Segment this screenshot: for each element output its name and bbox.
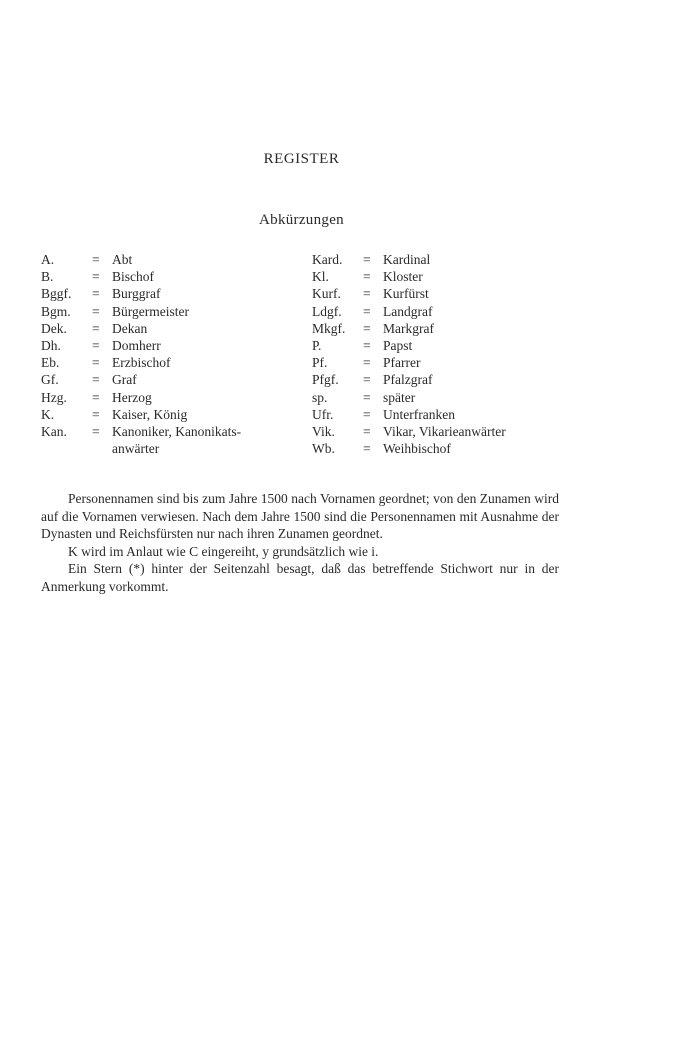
abbreviation-row xyxy=(312,406,506,423)
equals-sign: = xyxy=(92,269,100,285)
abbreviation-row xyxy=(41,371,241,388)
abbreviation-meaning: Unterfranken xyxy=(383,406,455,422)
abbreviation-row xyxy=(312,285,506,302)
page-title: REGISTER xyxy=(263,151,340,167)
abbreviation-meaning: Weihbischof xyxy=(383,441,451,457)
abbreviation-row xyxy=(312,303,506,320)
equals-sign: = xyxy=(92,286,100,302)
abbreviation-key: Ldgf. xyxy=(312,303,342,319)
abbreviation-meaning: Graf xyxy=(112,372,137,388)
equals-sign: = xyxy=(363,303,371,319)
abbreviation-row xyxy=(41,285,241,302)
abbreviation-meaning: Herzog xyxy=(112,389,152,405)
equals-sign: = xyxy=(363,389,371,405)
abbreviation-key: Gf. xyxy=(41,372,59,388)
abbreviation-key: Pf. xyxy=(312,355,328,371)
abbreviation-row xyxy=(41,406,241,423)
abbreviation-key: Kl. xyxy=(312,269,329,285)
equals-sign: = xyxy=(363,338,371,354)
equals-sign: = xyxy=(363,355,371,371)
abbreviation-meaning: Abt xyxy=(112,252,133,267)
abbreviation-key: Kan. xyxy=(41,424,67,440)
abbreviation-meaning: Landgraf xyxy=(383,303,433,319)
equals-sign: = xyxy=(363,320,371,336)
equals-sign: = xyxy=(92,406,100,422)
abbreviation-row xyxy=(312,371,506,388)
abbreviation-row xyxy=(41,303,241,320)
abbreviation-meaning: Bürgermeister xyxy=(112,303,189,319)
abbreviation-key: A. xyxy=(41,252,55,267)
register-notes xyxy=(41,490,559,596)
equals-sign: = xyxy=(363,424,371,440)
abbreviation-meaning: Domherr xyxy=(112,338,161,354)
abbreviation-meaning: Dekan xyxy=(112,320,148,336)
abbreviation-row xyxy=(41,320,241,337)
abbreviation-list-right xyxy=(312,251,506,457)
note-paragraph: K wird im Anlaut wie C eingereiht, y grundsätzlich wie i. xyxy=(68,543,379,559)
equals-sign: = xyxy=(92,355,100,371)
abbreviation-list-left xyxy=(41,251,241,457)
abbreviation-row xyxy=(41,423,241,440)
abbreviation-meaning: Burggraf xyxy=(112,286,161,302)
equals-sign: = xyxy=(363,286,371,302)
equals-sign: = xyxy=(92,303,100,319)
note-paragraph: Ein Stern (*) hinter der Seitenzahl besagt, daß das betreffende Stichwort nur in der Anmerkung vorkommt. xyxy=(41,561,559,594)
abbreviation-meaning: Pfarrer xyxy=(383,355,421,371)
abbreviation-key: P. xyxy=(312,338,322,354)
equals-sign: = xyxy=(92,389,100,405)
abbreviation-meaning: später xyxy=(383,389,416,405)
abbreviation-key: Wb. xyxy=(312,441,335,457)
abbreviation-meaning: Kardinal xyxy=(383,252,431,267)
abbreviation-row xyxy=(41,389,241,406)
equals-sign: = xyxy=(92,320,100,336)
abbreviation-key: Dek. xyxy=(41,320,67,336)
abbreviation-meaning: Erzbischof xyxy=(112,355,171,371)
equals-sign: = xyxy=(92,252,100,267)
abbreviation-row xyxy=(312,354,506,371)
equals-sign: = xyxy=(92,372,100,388)
abbreviation-meaning: Kurfürst xyxy=(383,286,429,302)
abbreviation-row xyxy=(41,337,241,354)
abbreviation-key: Bggf. xyxy=(41,286,72,302)
abbreviation-row xyxy=(312,440,506,457)
abbreviation-meaning: Pfalzgraf xyxy=(383,372,433,388)
abbreviation-meaning: Kaiser, König xyxy=(112,406,188,422)
abbreviation-meaning: Kloster xyxy=(383,269,423,285)
abbreviation-key: Bgm. xyxy=(41,303,71,319)
abbreviation-meaning: Markgraf xyxy=(383,320,434,336)
abbreviation-key: Vik. xyxy=(312,424,335,440)
abbreviation-key: Eb. xyxy=(41,355,60,371)
abbreviation-row xyxy=(312,423,506,440)
abbreviation-key: K. xyxy=(41,406,55,422)
abbreviation-row xyxy=(312,320,506,337)
equals-sign: = xyxy=(92,424,100,440)
abbreviation-row xyxy=(312,268,506,285)
equals-sign: = xyxy=(363,441,371,457)
abbreviation-meaning: Kanoniker, Kanonikats- xyxy=(112,424,242,440)
abbreviation-row xyxy=(41,268,241,285)
note-paragraph: Personennamen sind bis zum Jahre 1500 nach Vornamen geordnet; von den Zunamen wird auf die Vornamen verwiesen. Nach dem Jahre 1500 sind die Personennamen mit Ausnahme der Dynasten und Reichsfürsten nur nach ihren Zunamen geordnet. xyxy=(41,491,559,542)
abbreviation-key: Dh. xyxy=(41,338,61,354)
equals-sign: = xyxy=(363,252,371,267)
abbreviation-key: Kard. xyxy=(312,252,343,267)
equals-sign: = xyxy=(363,372,371,388)
abbreviation-meaning-continuation: anwärter xyxy=(112,441,160,457)
abbreviation-meaning: Vikar, Vikarieanwärter xyxy=(383,424,506,440)
abbreviation-row xyxy=(41,251,241,268)
abbreviation-key: Hzg. xyxy=(41,389,67,405)
abbreviation-key: sp. xyxy=(312,389,328,405)
abbreviation-row xyxy=(312,337,506,354)
abbreviation-key: Pfgf. xyxy=(312,372,339,388)
section-heading: Abkürzungen xyxy=(259,212,344,228)
abbreviation-meaning: Papst xyxy=(383,338,413,354)
abbreviation-key: B. xyxy=(41,269,54,285)
abbreviation-meaning: Bischof xyxy=(112,269,154,285)
equals-sign: = xyxy=(363,406,371,422)
abbreviation-row xyxy=(312,251,506,268)
abbreviation-key: Ufr. xyxy=(312,406,334,422)
abbreviation-key: Kurf. xyxy=(312,286,341,302)
abbreviation-row xyxy=(312,389,506,406)
equals-sign: = xyxy=(92,338,100,354)
equals-sign: = xyxy=(363,269,371,285)
abbreviation-key: Mkgf. xyxy=(312,320,346,336)
abbreviation-row xyxy=(41,354,241,371)
